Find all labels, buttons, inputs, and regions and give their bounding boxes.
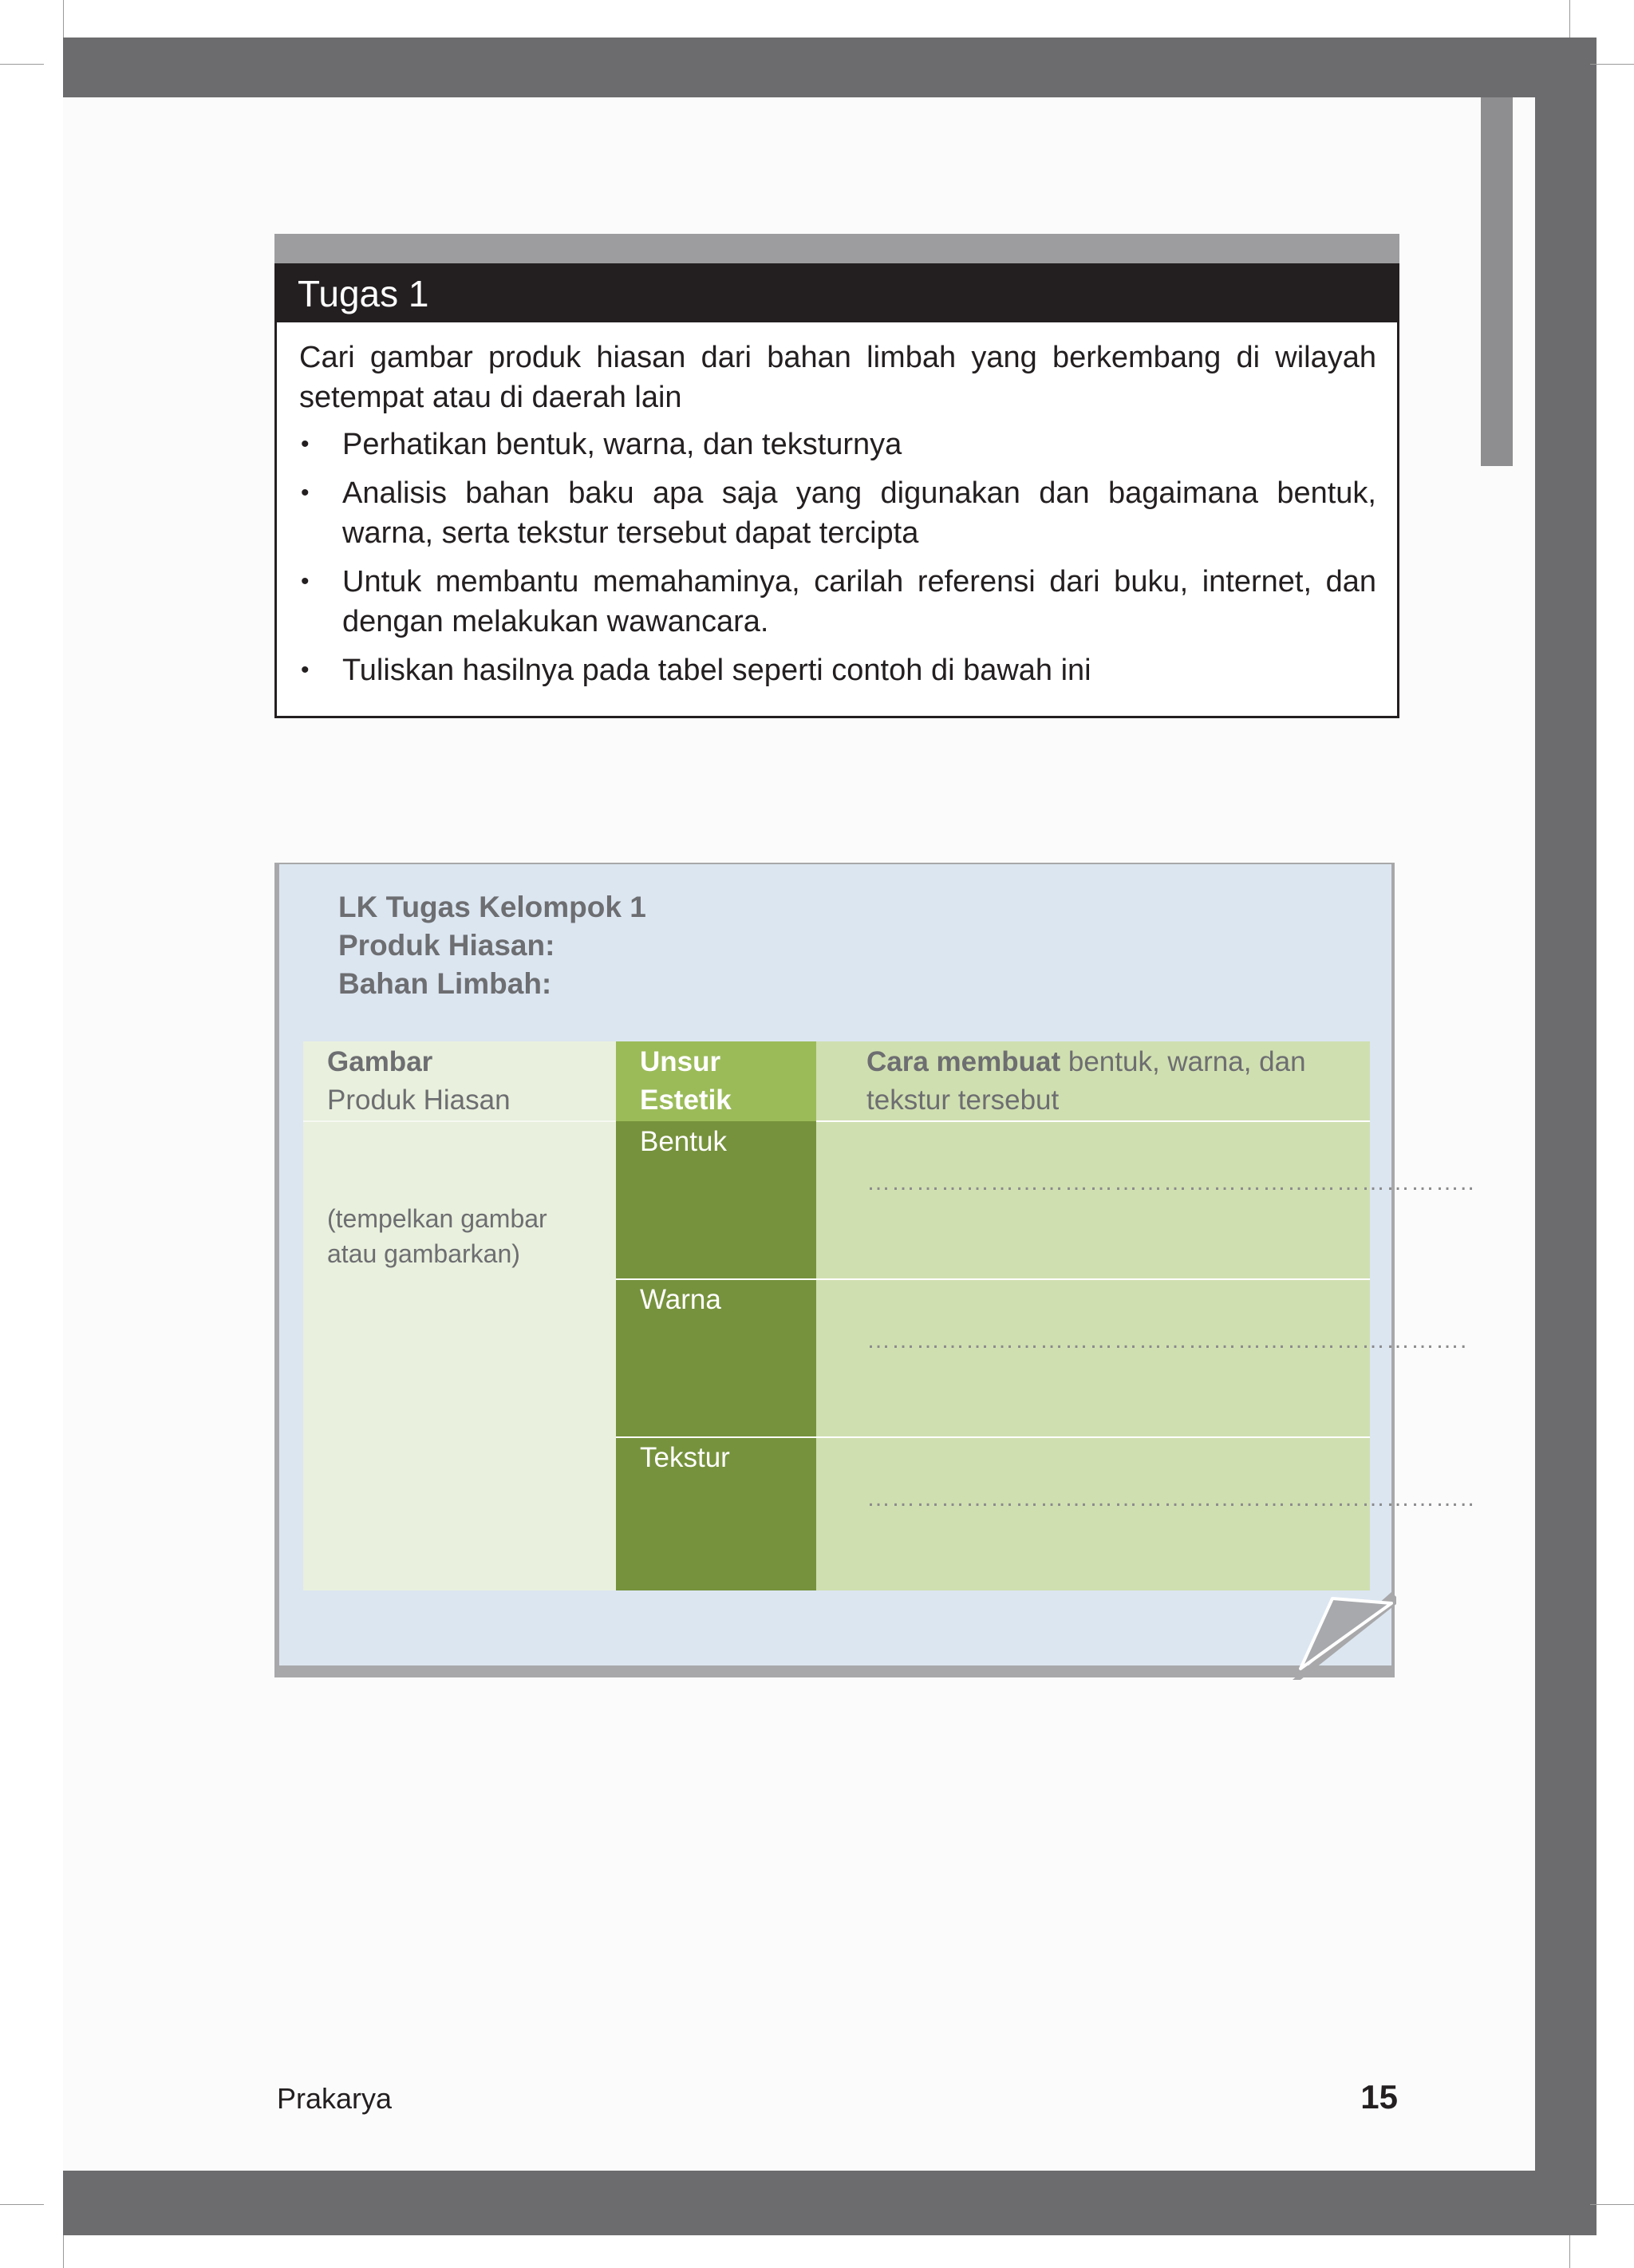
element-column-header-line: Unsur [640,1046,721,1077]
task-bullet-text: Perhatikan bentuk, warna, dan teksturnya [342,428,902,461]
task-intro-line: Cari gambar produk hiasan dari bahan limbah yang berkembang di wilayah [299,341,1376,374]
row-divider [816,1120,1370,1122]
row-divider [616,1278,1370,1280]
right-border-bar [1535,38,1597,2235]
task-bullet-text: Untuk membantu memahaminya, carilah referensi dari buku, internet, dan [342,565,1376,599]
element-warna: Warna [640,1284,721,1315]
method-header-text: bentuk, warna, dan [1060,1046,1306,1077]
crop-mark [0,2204,44,2205]
bullet-dot: • [301,568,310,595]
crop-mark [1590,64,1634,65]
footer-book-title: Prakarya [277,2082,393,2115]
task-bullet-text: Tuliskan hasilnya pada tabel seperti contoh di bawah ini [342,654,1091,687]
answer-line-warna: ………………………………………………………………. [866,1327,1468,1353]
crop-mark [63,2235,64,2268]
image-column [303,1041,616,1590]
crop-mark [1569,0,1570,38]
task-bullet-text: dengan melakukan wawancara. [342,605,769,638]
right-accent-bar [1481,97,1513,466]
task-header [277,266,1397,322]
element-bentuk: Bentuk [640,1126,727,1157]
method-header-bold: Cara membuat [866,1046,1061,1077]
image-hint-line: atau gambarkan) [327,1239,520,1268]
element-tekstur: Tekstur [640,1442,730,1473]
element-column [616,1121,816,1590]
task-box [274,263,1399,718]
worksheet-table [303,1041,1475,1590]
worksheet-waste-label: Bahan Limbah: [338,967,552,1000]
task-title: Tugas 1 [298,273,429,314]
bullet-dot: • [301,657,310,683]
element-column-header-line: Estetik [640,1085,732,1116]
crop-mark [1569,2235,1570,2268]
bullet-dot: • [301,431,310,457]
crop-mark [0,64,44,65]
bullet-dot: • [301,480,310,506]
task-intro-line: setempat atau di daerah lain [299,381,682,414]
task-bullet-text: Analisis bahan baku apa saja yang digunakan dan bagaimana bentuk, [342,476,1376,510]
row-divider [616,1436,1370,1438]
task-bullet-text: warna, serta tekstur tersebut dapat tercipta [342,516,919,550]
bottom-border-bar [63,2171,1597,2235]
row-divider [303,1120,616,1122]
image-column-header-bold: Gambar [327,1046,433,1077]
top-border-bar [63,38,1597,97]
crop-mark [1590,2204,1634,2205]
method-column-header-line1 [866,1043,1306,1081]
answer-line-tekstur: ……………………………………………………………….. [866,1485,1475,1511]
page-number: 15 [1360,2078,1398,2116]
method-column-header-line2: tekstur tersebut [866,1085,1060,1116]
worksheet-product-label: Produk Hiasan: [338,929,555,962]
answer-line-bentuk: ……………………………………………………………….. [866,1169,1475,1195]
worksheet-title: LK Tugas Kelompok 1 [338,891,646,923]
image-column-header-sub: Produk Hiasan [327,1085,511,1116]
crop-mark [63,0,64,38]
image-hint-line: (tempelkan gambar [327,1204,547,1233]
task-box-top-bar [274,234,1399,263]
page-curl-graphic [1293,1592,1396,1680]
